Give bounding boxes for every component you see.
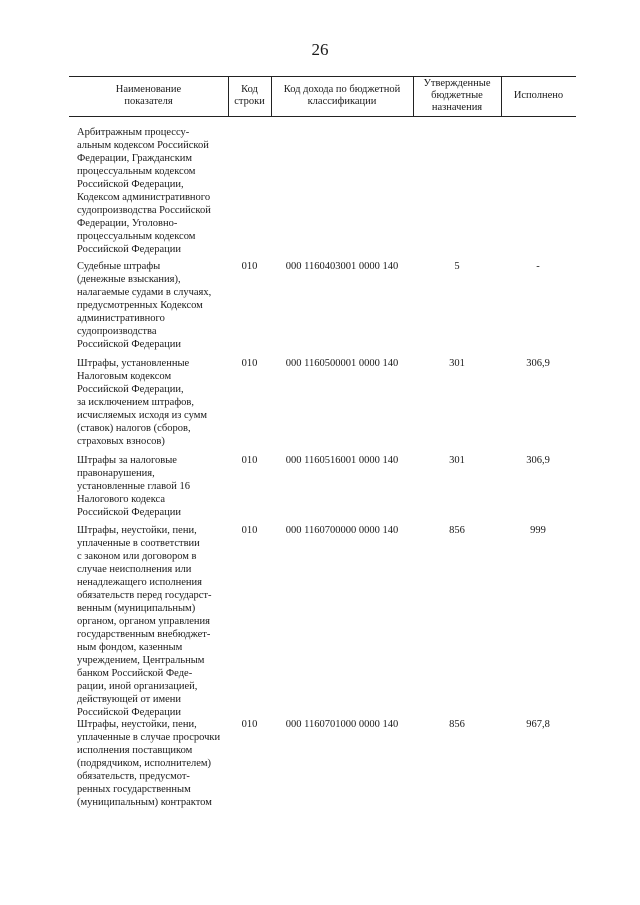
text-line: Российской Федерации, — [77, 179, 184, 190]
text-line: Российской Федерации — [77, 707, 181, 718]
row-name — [77, 260, 227, 351]
row-name — [77, 718, 227, 809]
row-name — [77, 126, 227, 256]
header-approved — [413, 76, 501, 116]
text-line: банком Российской Феде- — [77, 668, 193, 679]
text-line: уплаченные в соответствии — [77, 538, 200, 549]
text-line: Российской Федерации — [77, 244, 181, 255]
row-name — [77, 357, 227, 448]
text-line: Налогового кодекса — [77, 494, 165, 505]
text-line: органом, органом управления — [77, 616, 211, 627]
row-line-code: 010 — [241, 261, 258, 272]
text-line: за исключением штрафов, — [77, 397, 194, 408]
row-approved: 856 — [449, 525, 465, 536]
text-line: налагаемые судами в случаях, — [77, 287, 212, 298]
row-line-code: 010 — [241, 525, 258, 536]
text-line: с законом или договором в — [77, 551, 197, 562]
row-executed: 999 — [530, 525, 546, 536]
text-line: случае неисполнения или — [77, 564, 192, 575]
row-approved: 301 — [449, 358, 465, 369]
text-line: уплаченные в случае просрочки — [77, 732, 221, 743]
row-line-code: 010 — [241, 719, 258, 730]
text-line: альным кодексом Российской — [77, 140, 209, 151]
text-line: показателя — [124, 96, 173, 107]
row-approved: 301 — [449, 455, 465, 466]
text-line: обязательств, предусмот- — [77, 771, 190, 782]
text-line: Федерации, Гражданским — [77, 153, 193, 164]
text-line: исчисляемых исходя из сумм — [77, 410, 207, 421]
row-executed: - — [536, 261, 540, 272]
text-line: бюджетные — [431, 90, 483, 101]
text-line: Российской Федерации — [77, 507, 181, 518]
text-line: Код дохода по бюджетной — [283, 84, 401, 95]
text-line: рации, иной организацией, — [77, 681, 198, 692]
header-name — [69, 76, 228, 116]
text-line: ренных государственным — [77, 784, 191, 795]
text-line: строки — [234, 96, 265, 107]
row-executed: 306,9 — [526, 455, 550, 466]
text-line: Наименование — [115, 84, 182, 95]
row-income-code: 000 1160701000 0000 140 — [285, 719, 399, 730]
text-line: классификации — [307, 96, 377, 107]
row-income-code: 000 1160516001 0000 140 — [285, 455, 399, 466]
text-line: венным (муниципальным) — [77, 603, 196, 614]
row-income-code: 000 1160700000 0000 140 — [285, 525, 399, 536]
text-line: судопроизводства Российской — [77, 205, 211, 216]
text-line: учреждением, Центральным — [77, 655, 205, 666]
text-line: Федерации, Уголовно- — [77, 218, 178, 229]
text-line: Исполнено — [513, 90, 564, 101]
text-line: процессуальным кодексом — [77, 166, 196, 177]
text-line: Налоговым кодексом — [77, 371, 172, 382]
text-line: правонарушения, — [77, 468, 155, 479]
header-line-code — [228, 76, 271, 116]
row-line-code: 010 — [241, 455, 258, 466]
text-line: Штрафы, неустойки, пени, — [77, 525, 197, 536]
text-line: Российской Федерации, — [77, 384, 184, 395]
text-line: страховых взносов) — [77, 436, 165, 447]
text-line: Штрафы, установленные — [77, 358, 190, 369]
text-line: Утвержденные — [423, 78, 491, 89]
text-line: ненадлежащего исполнения — [77, 577, 202, 588]
text-line: Арбитражным процессу- — [77, 127, 190, 138]
row-name — [77, 454, 227, 519]
row-executed: 967,8 — [526, 719, 550, 730]
text-line: (муниципальным) контрактом — [77, 797, 212, 808]
text-line: Штрафы за налоговые — [77, 455, 177, 466]
text-line: обязательств перед государст- — [77, 590, 212, 601]
text-line: Российской Федерации — [77, 339, 181, 350]
row-name — [77, 524, 227, 719]
row-approved: 856 — [449, 719, 465, 730]
text-line: ным фондом, казенным — [77, 642, 183, 653]
text-line: установленные главой 16 — [77, 481, 191, 492]
text-line: Судебные штрафы — [77, 261, 161, 272]
row-executed: 306,9 — [526, 358, 550, 369]
text-line: исполнения поставщиком — [77, 745, 193, 756]
table-header-bottom-rule — [69, 116, 576, 117]
text-line: Штрафы, неустойки, пени, — [77, 719, 197, 730]
text-line: предусмотренных Кодексом — [77, 300, 203, 311]
text-line: Кодексом административного — [77, 192, 211, 203]
text-line: процессуальным кодексом — [77, 231, 196, 242]
row-income-code: 000 1160403001 0000 140 — [285, 261, 399, 272]
text-line: действующей от имени — [77, 694, 182, 705]
text-line: назначения — [431, 102, 483, 113]
header-income-code — [271, 76, 413, 116]
row-approved: 5 — [454, 261, 460, 272]
text-line: государственным внебюджет- — [77, 629, 211, 640]
text-line: Код — [241, 84, 258, 95]
row-line-code: 010 — [241, 358, 258, 369]
text-line: (подрядчиком, исполнителем) — [77, 758, 212, 769]
text-line: (денежные взыскания), — [77, 274, 181, 285]
header-executed — [501, 76, 576, 116]
text-line: административного — [77, 313, 165, 324]
row-income-code: 000 1160500001 0000 140 — [285, 358, 399, 369]
page-number: 26 — [311, 40, 329, 59]
text-line: судопроизводства — [77, 326, 157, 337]
text-line: (ставок) налогов (сборов, — [77, 423, 191, 434]
